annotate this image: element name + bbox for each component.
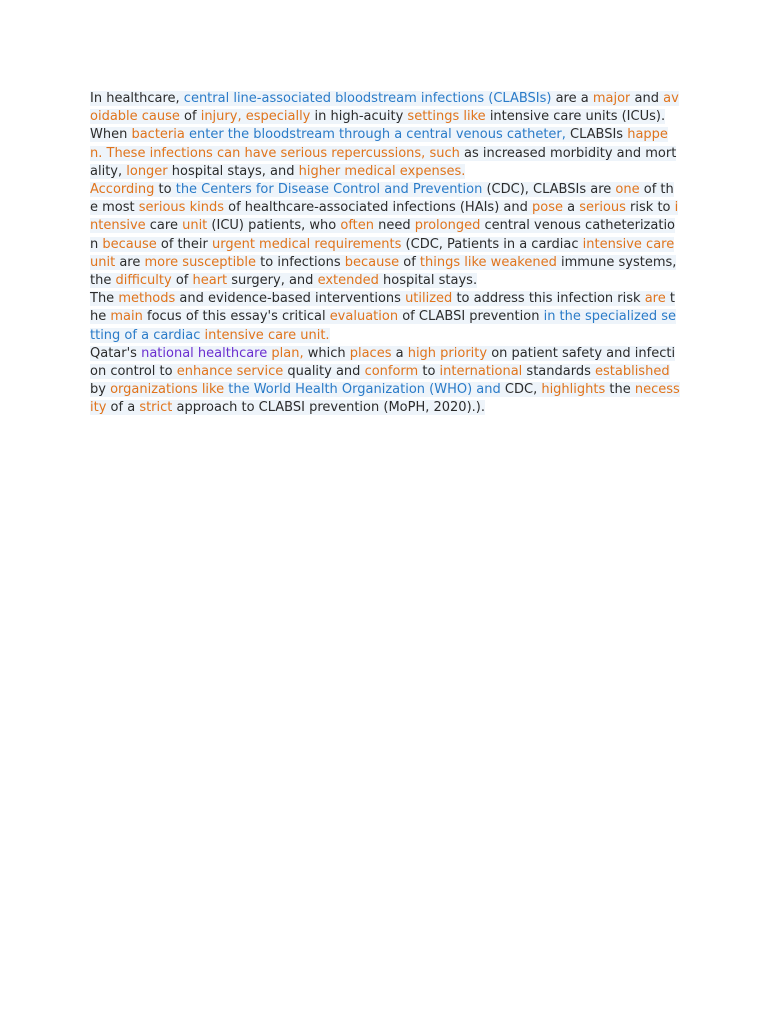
highlighted-phrase[interactable]: national healthcare <box>141 345 268 361</box>
text-segment: of the most <box>90 182 674 216</box>
highlighted-phrase[interactable]: strict <box>139 400 173 416</box>
highlighted-phrase[interactable]: because <box>344 254 400 270</box>
highlighted-phrase[interactable]: avoidable cause <box>90 91 679 125</box>
text-segment: focus of this essay's critical <box>142 309 330 325</box>
highlighted-phrase[interactable]: because <box>102 236 157 252</box>
text-segment: of healthcare-associated infections (HAIs) and <box>223 200 532 216</box>
paragraph-5 <box>90 345 680 418</box>
text-segment: a <box>391 345 408 361</box>
paragraph-4 <box>90 290 680 345</box>
text-segment: to infections <box>256 254 345 270</box>
highlighted-phrase[interactable]: in the specialized setting of a cardiac <box>90 309 676 343</box>
text-segment: care <box>145 218 183 234</box>
highlighted-phrase[interactable]: unit <box>182 218 208 234</box>
text-segment: are <box>115 254 145 270</box>
highlighted-phrase[interactable]: plan, <box>271 345 304 361</box>
highlighted-phrase[interactable]: central line-associated bloodstream infections (CLABSIs) <box>183 91 552 106</box>
text-segment: standards <box>522 364 595 380</box>
text-segment: central venous catheterization <box>90 218 676 252</box>
text-segment: on patient safety and infection control to <box>90 345 676 380</box>
text-segment: in high-acuity <box>310 109 408 125</box>
text-segment: When <box>90 127 132 143</box>
text-segment: of CLABSI prevention <box>398 309 544 325</box>
highlighted-phrase[interactable]: heart <box>192 273 228 289</box>
text-segment: need <box>374 218 415 234</box>
highlighted-phrase[interactable]: prolonged <box>414 218 481 234</box>
highlighted-phrase[interactable]: often <box>340 218 375 234</box>
text-segment <box>200 328 204 343</box>
highlighted-phrase[interactable]: extended <box>317 273 379 289</box>
highlighted-phrase[interactable]: main <box>110 309 143 325</box>
highlighted-phrase[interactable]: intensive care unit. <box>204 327 330 343</box>
highlighted-phrase[interactable]: the Centers for Disease Control and Prevention <box>175 182 483 198</box>
text-segment: of <box>399 254 420 270</box>
text-segment: which <box>303 345 350 361</box>
paragraph-3 <box>90 181 680 290</box>
highlighted-phrase[interactable]: difficulty <box>115 273 172 289</box>
highlighted-phrase[interactable]: highlights <box>541 382 606 398</box>
text-segment: hospital stays. <box>378 273 478 289</box>
highlighted-phrase[interactable]: major <box>592 91 631 106</box>
highlighted-phrase[interactable]: pose <box>532 200 563 216</box>
text-segment: The <box>90 291 119 307</box>
text-segment: as increased morbidity and mortality, <box>90 145 677 179</box>
text-segment: Qatar's <box>90 345 142 361</box>
highlighted-phrase[interactable]: conform <box>364 364 419 380</box>
text-segment: In healthcare, <box>90 91 184 106</box>
highlighted-phrase[interactable]: enhance service <box>176 364 284 380</box>
highlighted-phrase[interactable]: the World Health Organization (WHO) and <box>228 382 501 398</box>
highlighted-phrase[interactable]: According <box>90 182 155 198</box>
highlighted-phrase[interactable]: intensive <box>90 200 679 234</box>
text-segment: hospital stays, and <box>167 163 299 179</box>
text-segment: a <box>562 200 580 216</box>
highlighted-phrase[interactable]: happen. These infections can have serious repercussions, such <box>90 127 668 161</box>
highlighted-phrase[interactable]: international <box>439 364 523 380</box>
text-segment: CDC, <box>500 382 542 398</box>
text-segment: of <box>179 109 201 125</box>
highlighted-phrase[interactable]: things like weakened <box>419 254 557 270</box>
highlighted-phrase[interactable]: are <box>644 291 666 307</box>
highlighted-phrase[interactable]: bacteria <box>131 127 185 143</box>
text-segment: of a <box>106 400 140 416</box>
text-segment: surgery, and <box>227 273 318 289</box>
text-segment: and evidence-based interventions <box>175 291 406 307</box>
highlighted-phrase[interactable]: intensive care unit <box>90 236 675 270</box>
highlighted-phrase[interactable]: longer <box>126 163 168 179</box>
text-segment: the <box>90 291 675 325</box>
text-segment: the <box>605 382 635 398</box>
highlighted-phrase[interactable]: settings like <box>407 109 486 125</box>
text-segment: of <box>171 273 193 289</box>
highlighted-phrase[interactable]: one <box>615 182 640 198</box>
highlighted-phrase[interactable]: serious kinds <box>138 200 224 216</box>
highlighted-phrase[interactable]: methods <box>118 291 176 307</box>
text-segment: immune systems, the <box>90 254 677 289</box>
highlighted-phrase[interactable]: more susceptible <box>144 254 257 270</box>
highlighted-phrase[interactable]: injury, especially <box>200 109 311 125</box>
highlighted-phrase[interactable]: evaluation <box>329 309 399 325</box>
highlighted-phrase[interactable]: enter the bloodstream through a central venous catheter, <box>189 127 566 143</box>
highlighted-phrase[interactable]: established <box>595 364 670 380</box>
paragraph-2 <box>90 126 680 181</box>
text-segment: (CDC, Patients in a cardiac <box>401 236 583 252</box>
text-segment: to <box>154 182 176 198</box>
text-segment: approach to CLABSI prevention (MoPH, 2020).). <box>172 400 485 416</box>
text-segment: quality and <box>283 364 365 380</box>
highlighted-phrase[interactable]: serious <box>579 200 626 216</box>
text-segment: and <box>630 91 664 106</box>
text-segment: (CDC), CLABSIs are <box>482 182 616 198</box>
text-segment: to address this infection risk <box>452 291 645 307</box>
text-segment: CLABSIs <box>565 127 628 143</box>
document-body <box>90 90 680 418</box>
highlighted-phrase[interactable]: places <box>349 345 392 361</box>
paragraph-1 <box>90 90 680 126</box>
highlighted-phrase[interactable]: necessity <box>90 382 680 416</box>
highlighted-phrase[interactable]: utilized <box>405 291 453 307</box>
text-segment: of their <box>156 236 212 252</box>
text-segment: are a <box>551 91 593 106</box>
highlighted-phrase[interactable]: high priority <box>407 345 488 361</box>
highlighted-phrase[interactable]: urgent medical requirements <box>211 236 402 252</box>
text-segment: to <box>418 364 440 380</box>
text-segment: risk to <box>625 200 675 216</box>
text-segment: intensive care units (ICUs). <box>485 109 666 125</box>
text-segment: by <box>90 382 111 398</box>
highlighted-phrase[interactable]: higher medical expenses. <box>298 163 466 179</box>
highlighted-phrase[interactable]: organizations like <box>110 382 225 398</box>
text-segment: (ICU) patients, who <box>207 218 341 234</box>
